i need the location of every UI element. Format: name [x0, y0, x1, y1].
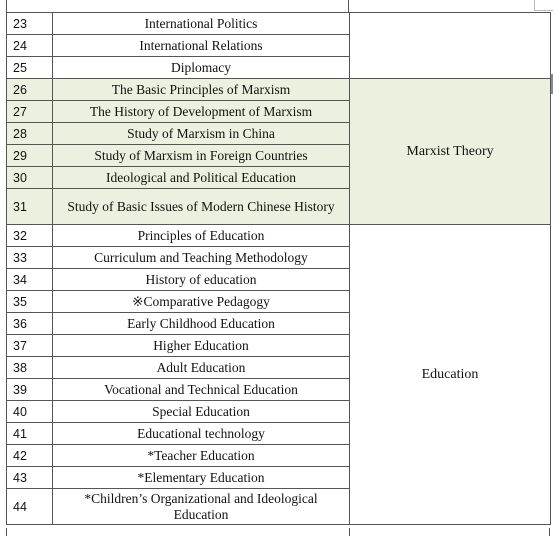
- major-name: *Elementary Education: [53, 467, 350, 489]
- major-name: International Relations: [53, 35, 350, 57]
- row-number: 38: [7, 357, 53, 379]
- row-number: 26: [7, 79, 53, 101]
- row-number: 43: [7, 467, 53, 489]
- major-name: The History of Development of Marxism: [53, 101, 350, 123]
- category-cell-empty: [350, 13, 551, 79]
- table-row: [7, 13, 551, 35]
- row-number: 29: [7, 145, 53, 167]
- row-number: 23: [7, 13, 53, 35]
- major-name: Special Education: [53, 401, 350, 423]
- page-corner-mark: [534, 0, 553, 11]
- major-name: History of education: [53, 269, 350, 291]
- row-number: 41: [7, 423, 53, 445]
- row-number: 33: [7, 247, 53, 269]
- major-name: International Politics: [53, 13, 350, 35]
- row-number: 44: [7, 489, 53, 525]
- row-number: 39: [7, 379, 53, 401]
- row-number: 37: [7, 335, 53, 357]
- category-education: Education: [350, 225, 551, 525]
- table-row: [7, 225, 551, 247]
- row-number: 34: [7, 269, 53, 291]
- row-number: 36: [7, 313, 53, 335]
- row-number: 30: [7, 167, 53, 189]
- row-number: 25: [7, 57, 53, 79]
- major-name: Study of Marxism in Foreign Countries: [53, 145, 350, 167]
- category-marxist-theory: Marxist Theory: [350, 79, 551, 225]
- major-name: Higher Education: [53, 335, 350, 357]
- major-name: Study of Marxism in China: [53, 123, 350, 145]
- table-continuation-top: [6, 0, 349, 12]
- table-row: [7, 79, 551, 101]
- major-name: Curriculum and Teaching Methodology: [53, 247, 350, 269]
- major-name: The Basic Principles of Marxism: [53, 79, 350, 101]
- major-name: Educational technology: [53, 423, 350, 445]
- majors-table-body: [7, 13, 551, 525]
- row-number: 32: [7, 225, 53, 247]
- major-name: *Teacher Education: [53, 445, 350, 467]
- text-cursor-marker: [551, 74, 553, 94]
- row-number: 24: [7, 35, 53, 57]
- majors-table: [6, 12, 551, 525]
- row-number: 31: [7, 189, 53, 225]
- major-name: Principles of Education: [53, 225, 350, 247]
- major-name: Study of Basic Issues of Modern Chinese History: [53, 189, 350, 225]
- table-continuation-bottom: [6, 528, 550, 536]
- major-name: Early Childhood Education: [53, 313, 350, 335]
- row-number: 35: [7, 291, 53, 313]
- column-divider: [349, 528, 350, 536]
- row-number: 40: [7, 401, 53, 423]
- row-number: 27: [7, 101, 53, 123]
- major-name: Ideological and Political Education: [53, 167, 350, 189]
- major-name: Diplomacy: [53, 57, 350, 79]
- major-name: Adult Education: [53, 357, 350, 379]
- major-name: ※Comparative Pedagogy: [53, 291, 350, 313]
- row-number: 28: [7, 123, 53, 145]
- major-name: *Children’s Organizational and Ideological Education: [53, 489, 350, 525]
- row-number: 42: [7, 445, 53, 467]
- major-name: Vocational and Technical Education: [53, 379, 350, 401]
